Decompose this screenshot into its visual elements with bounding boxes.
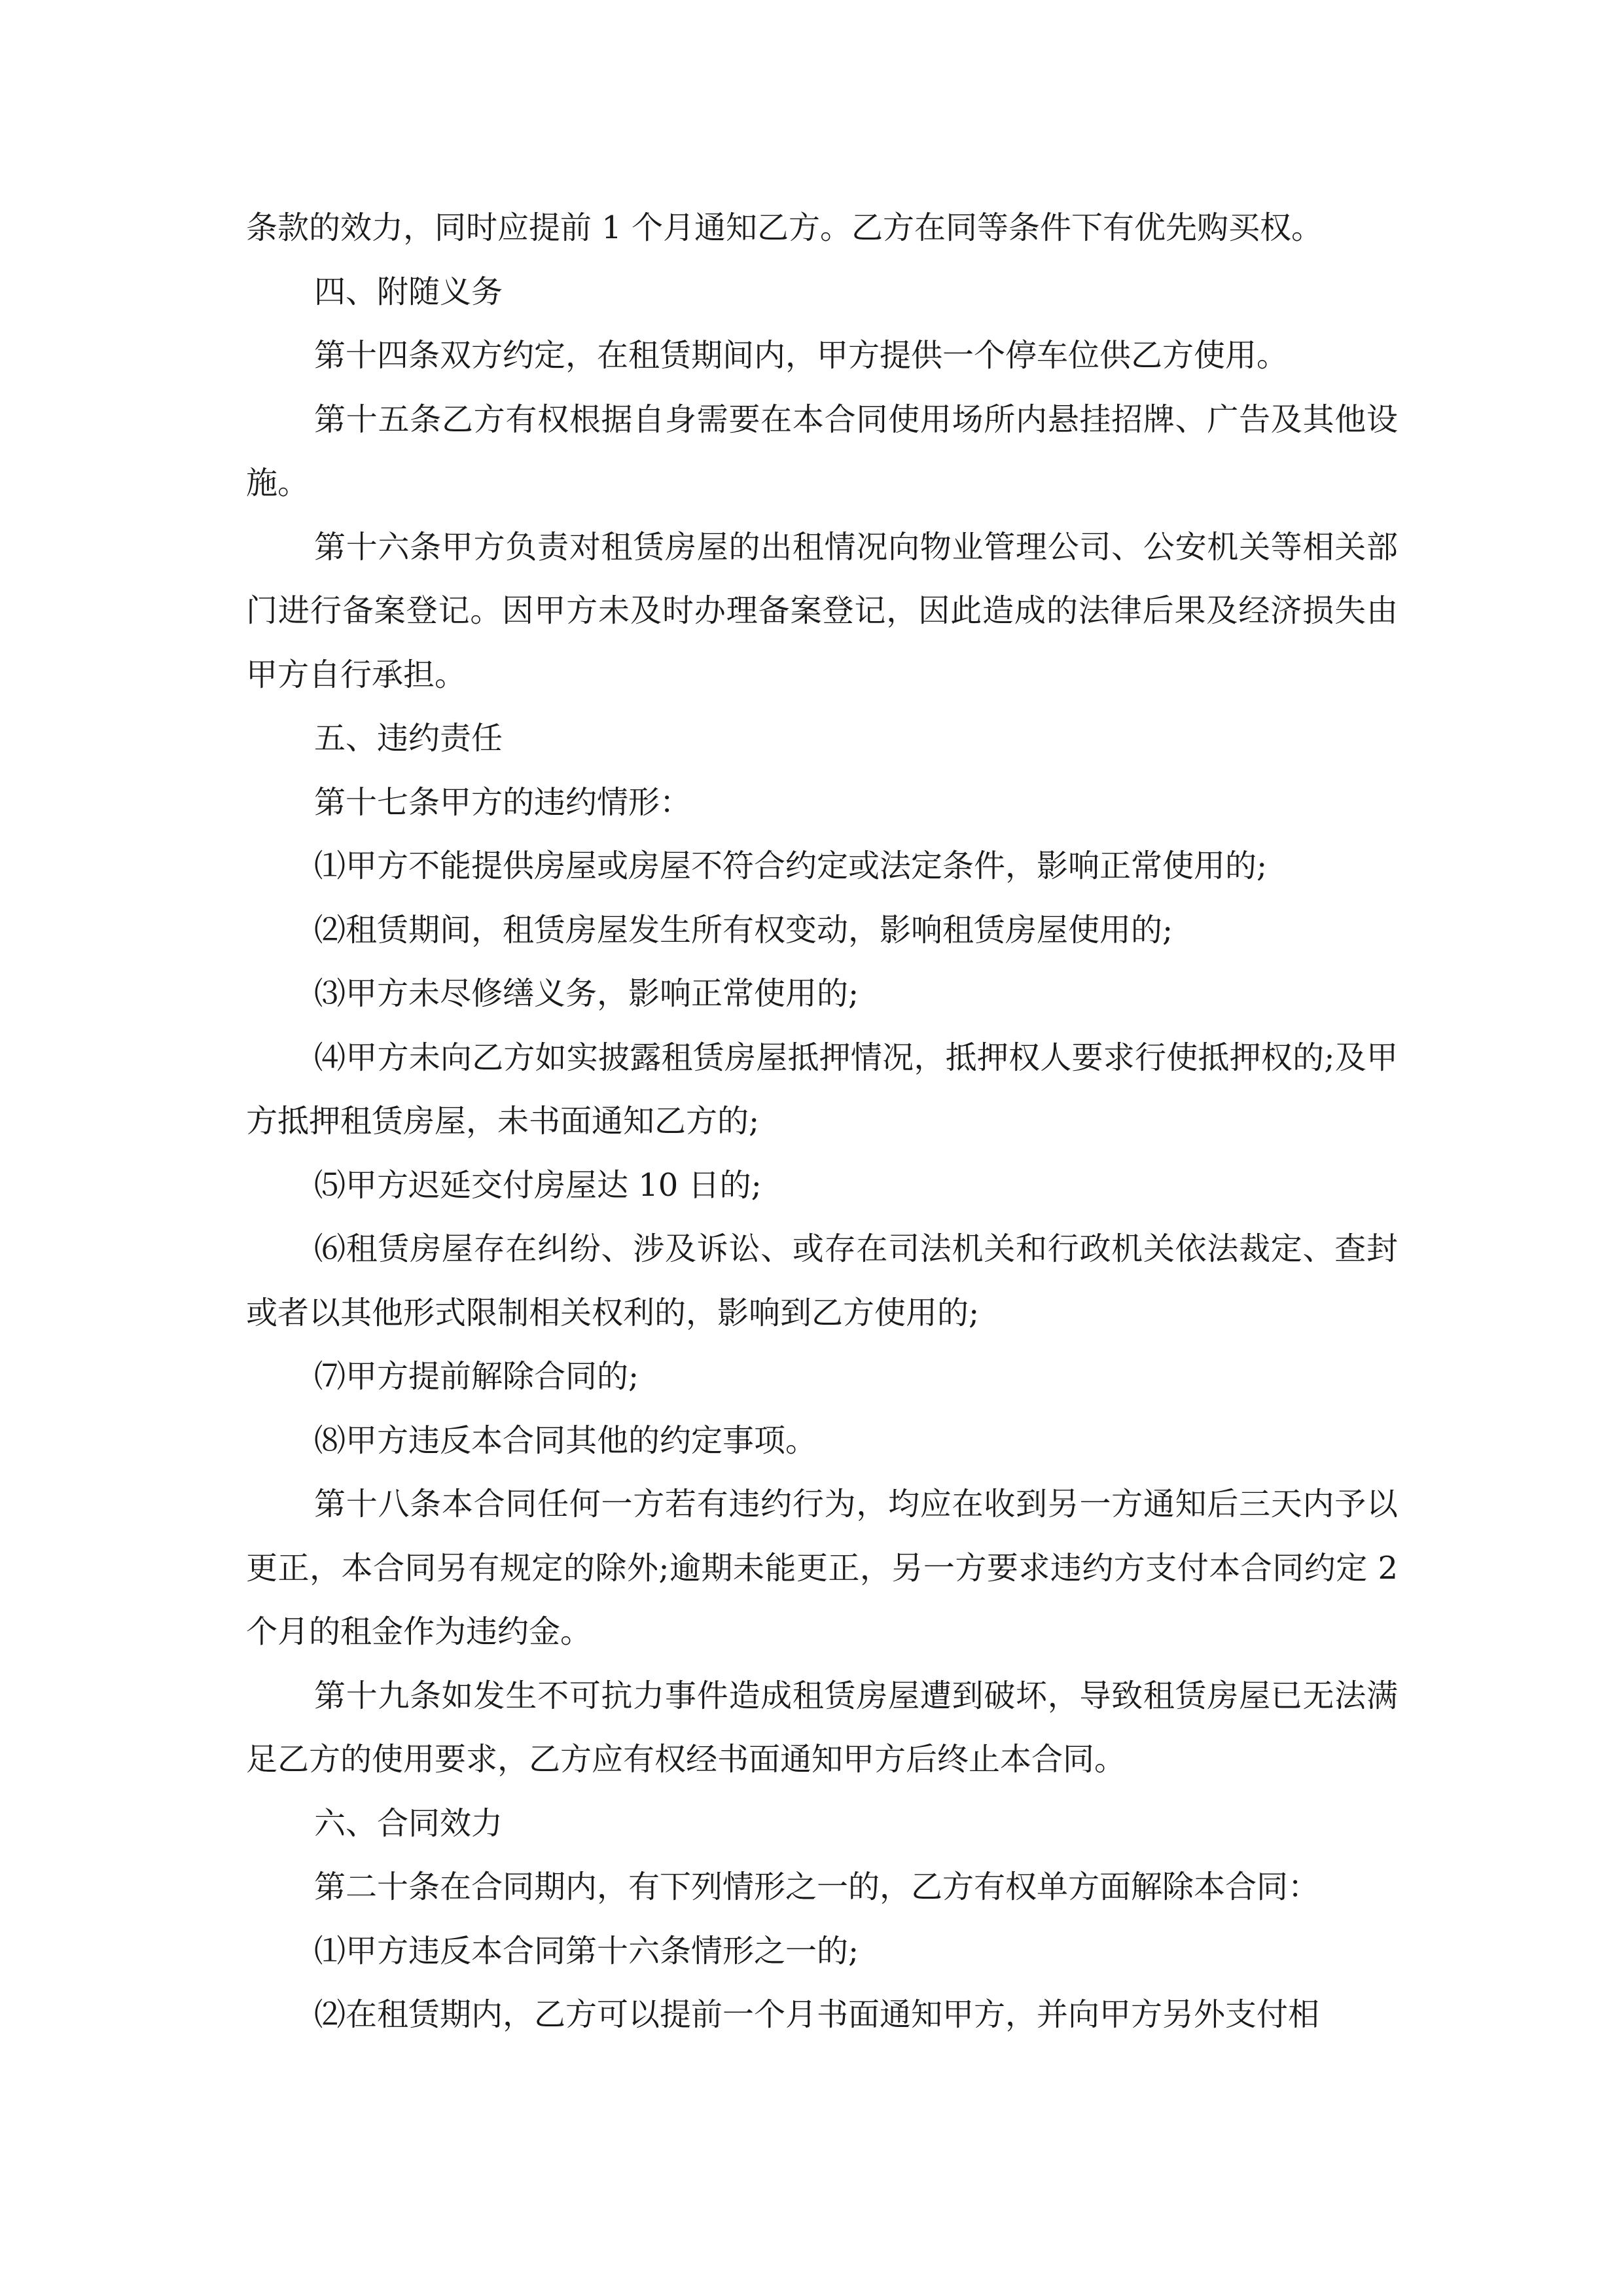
article-20-item-1: ⑴甲方违反本合同第十六条情形之一的;: [314, 1932, 859, 1969]
section-heading-6: 六、合同效力: [314, 1804, 503, 1842]
article-17-item-4: ⑷甲方未向乙方如实披露租赁房屋抵押情况，抵押权人要求行使抵押权的;及甲方抵押租赁房屋，未书面通知乙方的;: [246, 1039, 1398, 1139]
article-17-item-2: ⑵租赁期间，租赁房屋发生所有权变动，影响租赁房屋使用的;: [314, 911, 1173, 948]
article-17-item-3: ⑶甲方未尽修缮义务，影响正常使用的;: [314, 975, 859, 1012]
article-20: 第二十条在合同期内，有下列情形之一的，乙方有权单方面解除本合同：: [314, 1869, 1320, 1905]
paragraph-continuation: 条款的效力，同时应提前 1 个月通知乙方。乙方在同等条件下有优先购买权。: [246, 209, 1323, 246]
article-17-item-7: ⑺甲方提前解除合同的;: [314, 1358, 639, 1395]
article-20-item-2: ⑵在租赁期内，乙方可以提前一个月书面通知甲方，并向甲方另外支付相: [314, 1996, 1320, 2033]
article-18: 第十八条本合同任何一方若有违约行为，均应在收到另一方通知后三天内予以更正，本合同另有规定的除外;逾期未能更正，另一方要求违约方支付本合同约定 2 个月的租金作为违约金。: [246, 1486, 1398, 1650]
article-17: 第十七条甲方的违约情形：: [314, 783, 692, 821]
section-heading-5: 五、违约责任: [314, 720, 503, 757]
article-15: 第十五条乙方有权根据自身需要在本合同使用场所内悬挂招牌、广告及其他设施。: [246, 401, 1398, 501]
article-17-item-6: ⑹租赁房屋存在纠纷、涉及诉讼、或存在司法机关和行政机关依法裁定、查封或者以其他形式限制相关权利的，影响到乙方使用的;: [246, 1230, 1398, 1331]
article-16: 第十六条甲方负责对租赁房屋的出租情况向物业管理公司、公安机关等相关部门进行备案登记。因甲方未及时办理备案登记，因此造成的法律后果及经济损失由甲方自行承担。: [246, 528, 1398, 693]
article-17-item-8: ⑻甲方违反本合同其他的约定事项。: [314, 1422, 817, 1459]
article-17-item-5: ⑸甲方迟延交付房屋达 10 日的;: [314, 1166, 762, 1204]
document-body: [246, 196, 1398, 2047]
article-19: 第十九条如发生不可抗力事件造成租赁房屋遭到破坏，导致租赁房屋已无法满足乙方的使用要求，乙方应有权经书面通知甲方后终止本合同。: [246, 1677, 1398, 1778]
section-heading-4: 四、附随义务: [314, 273, 503, 310]
article-14: 第十四条双方约定，在租赁期间内，甲方提供一个停车位供乙方使用。: [314, 337, 1289, 374]
article-17-item-1: ⑴甲方不能提供房屋或房屋不符合约定或法定条件，影响正常使用的;: [314, 848, 1268, 884]
